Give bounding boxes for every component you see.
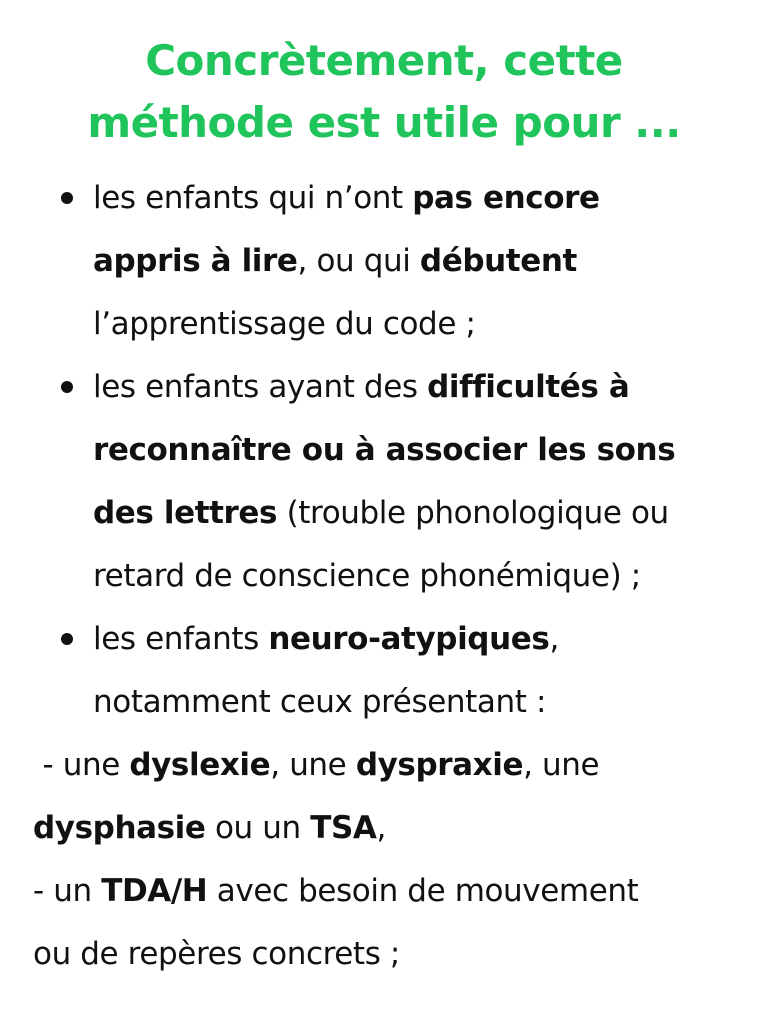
text-fragment: , xyxy=(549,621,559,657)
text-fragment: , une xyxy=(270,747,356,783)
item-2-line-1 xyxy=(93,356,738,419)
bold-fragment: dysphasie xyxy=(33,810,206,846)
bold-fragment: neuro-atypiques xyxy=(268,621,550,657)
list-item xyxy=(0,608,768,734)
bullet-list xyxy=(0,167,768,734)
bold-fragment: pas encore xyxy=(412,180,600,216)
item-2-line-2 xyxy=(93,419,738,482)
text-fragment: , ou qui xyxy=(297,243,420,279)
text-fragment: - un xyxy=(33,873,102,909)
bold-fragment: reconnaître ou à associer les sons xyxy=(93,432,676,468)
sub-list xyxy=(33,734,753,986)
item-2-line-4: retard de conscience phonémique) ; xyxy=(93,558,641,594)
sub-line-2 xyxy=(33,797,753,860)
text-fragment: , une xyxy=(523,747,600,783)
sub-line-1 xyxy=(33,734,753,797)
text-fragment: , xyxy=(376,810,386,846)
bold-fragment: TDA/H xyxy=(101,873,208,909)
bold-fragment: TSA xyxy=(310,810,377,846)
item-3-line-2: notamment ceux présentant : xyxy=(93,684,546,720)
list-item xyxy=(0,356,768,608)
bold-fragment: difficultés à xyxy=(427,369,630,405)
text-fragment: les enfants xyxy=(93,621,269,657)
bold-fragment: appris à lire xyxy=(93,243,298,279)
sub-line-4: ou de repères concrets ; xyxy=(33,936,400,972)
page-title xyxy=(20,30,748,154)
item-3-line-1 xyxy=(93,608,738,671)
text-fragment: avec besoin de mouvement xyxy=(207,873,639,909)
bullet-icon xyxy=(61,381,73,393)
text-fragment: - une xyxy=(33,747,130,783)
item-2-line-3 xyxy=(93,482,738,545)
bold-fragment: débutent xyxy=(419,243,577,279)
item-1-line-3: l’apprentissage du code ; xyxy=(93,306,476,342)
bold-fragment: des lettres xyxy=(93,495,278,531)
text-fragment: les enfants ayant des xyxy=(93,369,428,405)
text-fragment: (trouble phonologique ou xyxy=(277,495,669,531)
text-fragment: les enfants qui n’ont xyxy=(93,180,413,216)
sub-line-3 xyxy=(33,860,753,923)
title-line-2: méthode est utile pour ... xyxy=(87,98,681,147)
list-item xyxy=(0,167,768,356)
bold-fragment: dyslexie xyxy=(129,747,271,783)
bold-fragment: dyspraxie xyxy=(355,747,524,783)
bullet-icon xyxy=(61,192,73,204)
item-1-line-2 xyxy=(93,230,738,293)
bullet-icon xyxy=(61,633,73,645)
text-fragment: ou un xyxy=(205,810,311,846)
item-1-line-1 xyxy=(93,167,738,230)
title-line-1: Concrètement, cette xyxy=(145,36,623,85)
